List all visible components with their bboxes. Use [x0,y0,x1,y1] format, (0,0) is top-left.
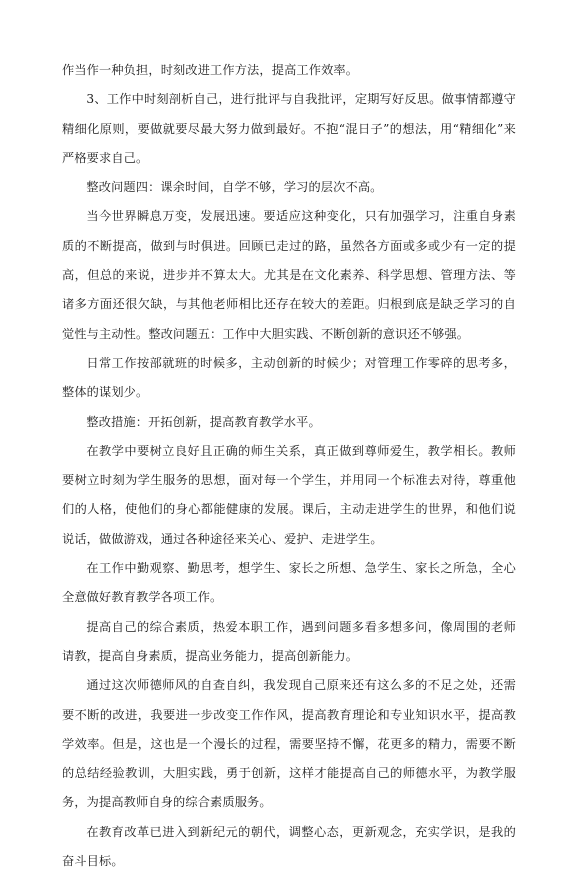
paragraph-observe-think: 在工作中勤观察、勤思考，想学生、家长之所想、急学生、家长之所急，全心全意做好教育教学各项工作。 [62,561,516,605]
paragraph-goal: 在教育改革已进入到新纪元的朝代，调整心态，更新观念，充实学识，是我的奋斗目标。 [62,824,516,869]
paragraph-quality: 提高自己的综合素质，热爱本职工作，遇到问题多看多想多问，像周围的老师请教，提高自身素质，提高业务能力，提高创新能力。 [62,619,516,663]
paragraph-issue-four-heading: 整改问题四：课余时间，自学不够，学习的层次不高。 [86,180,383,195]
paragraph-learning: 当今世界瞬息万变，发展迅速。要适应这种变化，只有加强学习，注重自身素质的不断提高，做到与时俱进。回顾已走过的路，虽然各方面或多或少有一定的提高，但总的来说，进步并不算太大。尤其是在文化素养、科学思想、管理方法、等诸多方面还很欠缺，与其他老师相比还存在较大的差距。归根到底是缺乏学习的自觉性与主动性。整改问题五：工作中大胆实践、不断创新的意识还不够强。 [62,209,516,341]
paragraph-routine-work: 日常工作按部就班的时候多，主动创新的时候少；对管理工作零碎的思考多，整体的谋划少。 [62,355,516,400]
paragraph-measures-heading: 整改措施：开拓创新，提高教育教学水平。 [86,414,321,429]
paragraph-self-inspection: 通过这次师德师风的自查自纠，我发现自己原来还有这么多的不足之处，还需要不断的改进，我要进一步改变工作作风，提高教育理论和专业知识水平，提高教学效率。但是，这也是一个漫长的过程，需要坚持不懈，花更多的精力，需要不断的总结经验教训，大胆实践，勇于创新，这样才能提高自己的师德水平，为教学服务，为提高教师自身的综合素质服务。 [62,678,516,810]
paragraph-self-criticism: 3、工作中时刻剖析自己，进行批评与自我批评，定期写好反思。做事情都遵守精细化原则，要做就要尽最大努力做到最好。不抱“混日子”的想法，用“精细化”来严格要求自己。 [62,92,516,165]
paragraph-continuation: 作当作一种负担，时刻改进工作方法，提高工作效率。 [62,63,359,77]
paragraph-teacher-student: 在教学中要树立良好且正确的师生关系，真正做到尊师爱生，教学相长。教师要树立时刻为学生服务的思想，面对每一个学生，并用同一个标准去对待，尊重他们的人格，使他们的身心都能健康的发展。课后，主动走进学生的世界，和他们说说话，做做游戏，通过各种途径来关心、爱护、走进学生。 [62,443,516,546]
